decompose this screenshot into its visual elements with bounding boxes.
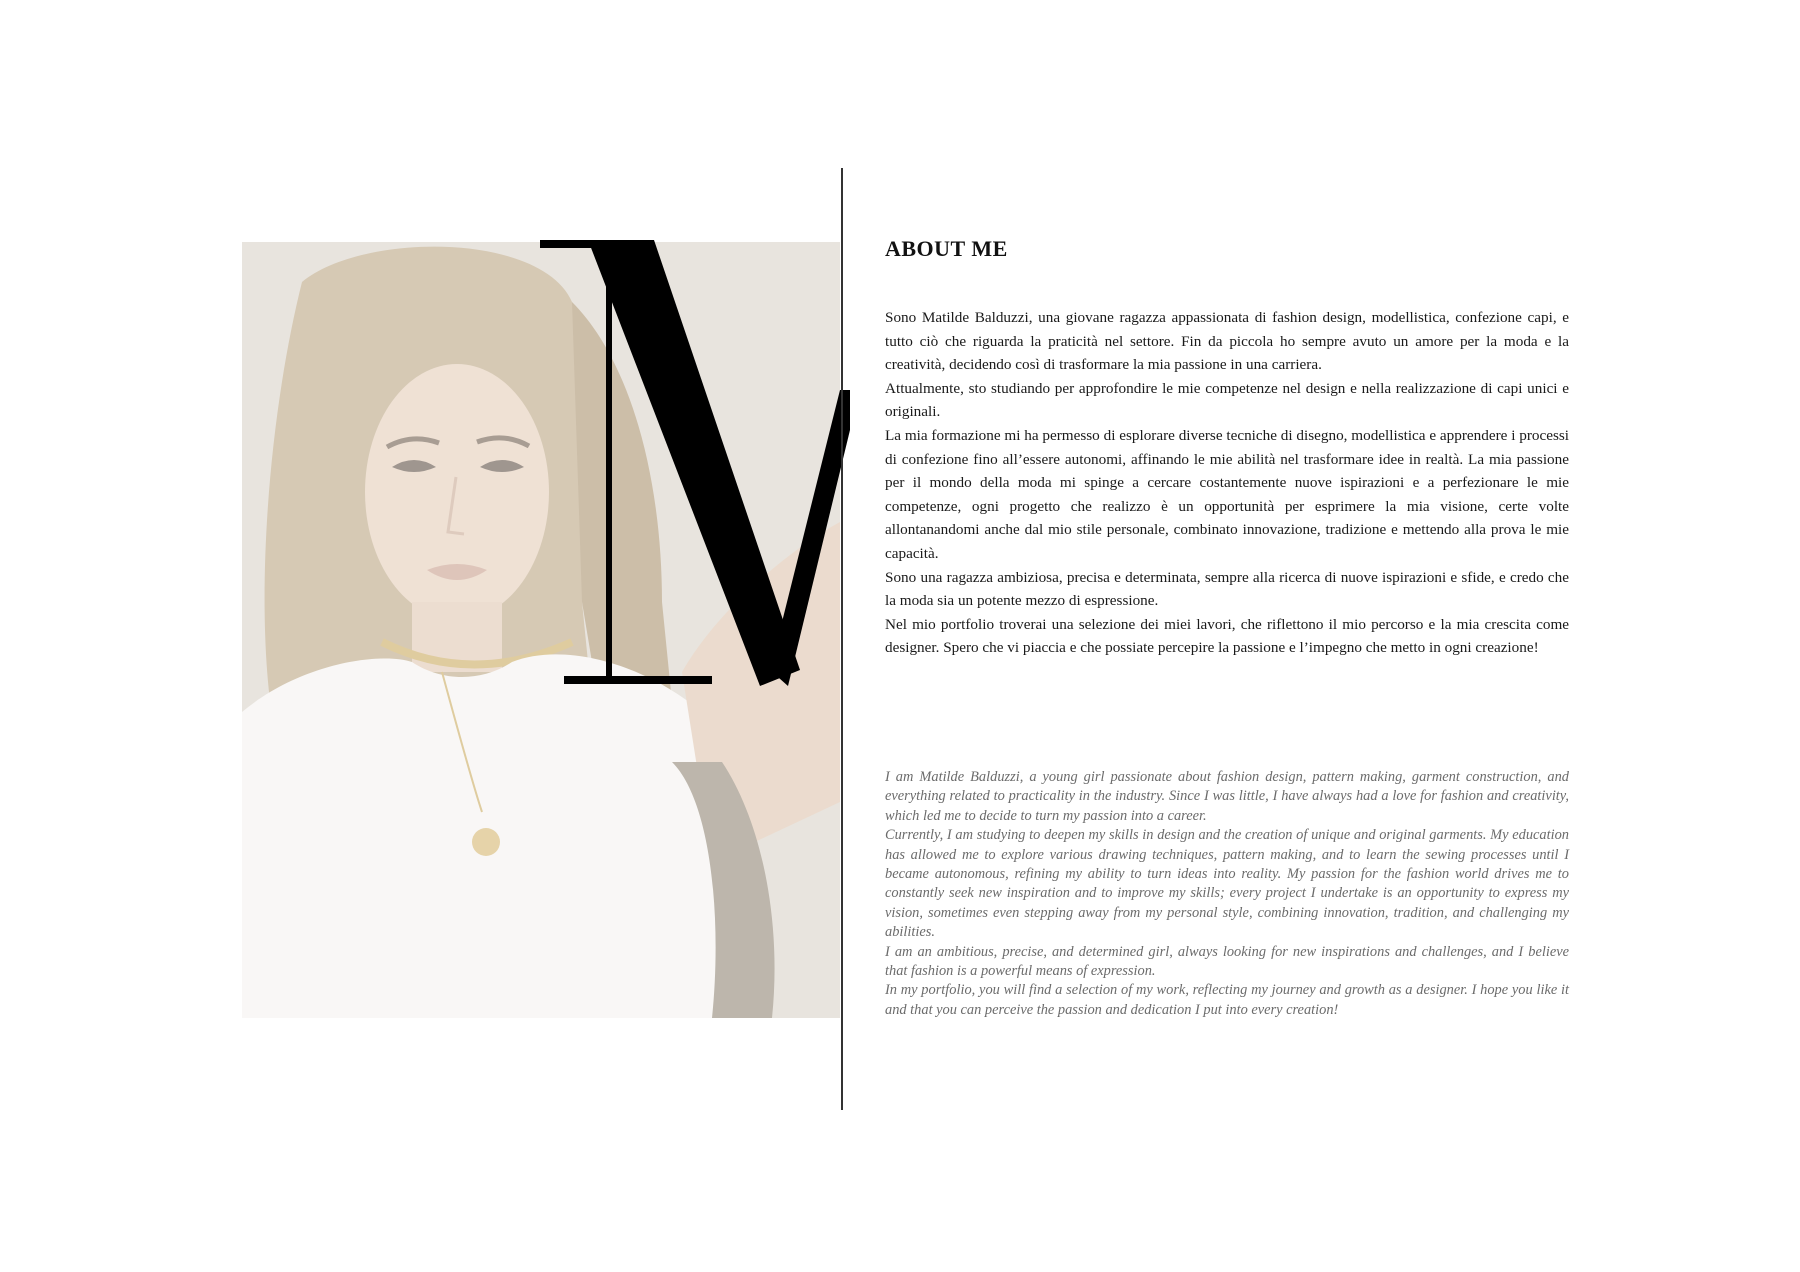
italian-paragraph: Sono Matilde Balduzzi, una giovane ragazza appassionata di fashion design, modellistica, confezione capi, e tutto ciò che riguarda la praticità nel settore. Fin da piccola ho sempre avuto un amore per la moda e la creatività, decidendo così di trasformare la mia passione in una carriera. [885,309,1569,374]
page-title: ABOUT ME [885,236,1008,261]
italian-bio [885,306,1569,660]
vertical-divider [841,168,843,1110]
english-paragraph: I am an ambitious, precise, and determined girl, always looking for new inspirations and challenges, and I believe that fashion is a powerful means of expression. [885,943,1569,980]
english-paragraph: I am Matilde Balduzzi, a young girl passionate about fashion design, pattern making, garment construction, and everything related to practicality in the industry. Since I was little, I have always had a love for fashion and creativity, which led me to decide to turn my passion into a career. [885,769,1569,824]
initial-letter-m [530,240,850,686]
italian-paragraph: Sono una ragazza ambiziosa, precisa e determinata, sempre alla ricerca di nuove ispirazioni e sfide, e credo che la moda sia un potente mezzo di espressione. [885,568,1569,610]
english-paragraph: Currently, I am studying to deepen my skills in design and the creation of unique and original garments. My education has allowed me to explore various drawing techniques, pattern making, and to learn the sewing processes until I became autonomous, refining my ability to turn ideas into reality. My passion for the fashion world drives me to constantly seek new inspiration and to improve my skills; every project I undertake is an opportunity to express my vision, sometimes even stepping away from my personal style, combining innovation, tradition, and challenging my abilities. [885,827,1569,941]
italian-paragraph: La mia formazione mi ha permesso di esplorare diverse tecniche di disegno, modellistica e apprendere i processi di confezione fino all’essere autonomi, affinando le mie abilità nel trasformare idee in realtà. La mia passione per il mondo della moda mi spinge a cercare costantemente nuove ispirazioni e a perfezionare le mie competenze, ogni progetto che realizzo è un opportunità per esprimere la mia visione, certe volte allontanandomi anche dal mio stile personale, combinato innovazione, tradizione e mettendo alla prova le mie capacità. [885,426,1569,562]
english-bio [885,768,1569,1020]
italian-paragraph: Nel mio portfolio troverai una selezione dei miei lavori, che riflettono il mio percorso e la mia crescita come designer. Spero che vi piaccia e che possiate percepire la passione e l’impegno che metto in ogni creazione! [885,615,1569,657]
italian-paragraph: Attualmente, sto studiando per approfondire le mie competenze nel design e nella realizzazione di capi unici e originali. [885,379,1569,421]
english-paragraph: In my portfolio, you will find a selection of my work, reflecting my journey and growth as a designer. I hope you like it and that you can perceive the passion and dedication I put into every creation! [885,982,1569,1018]
